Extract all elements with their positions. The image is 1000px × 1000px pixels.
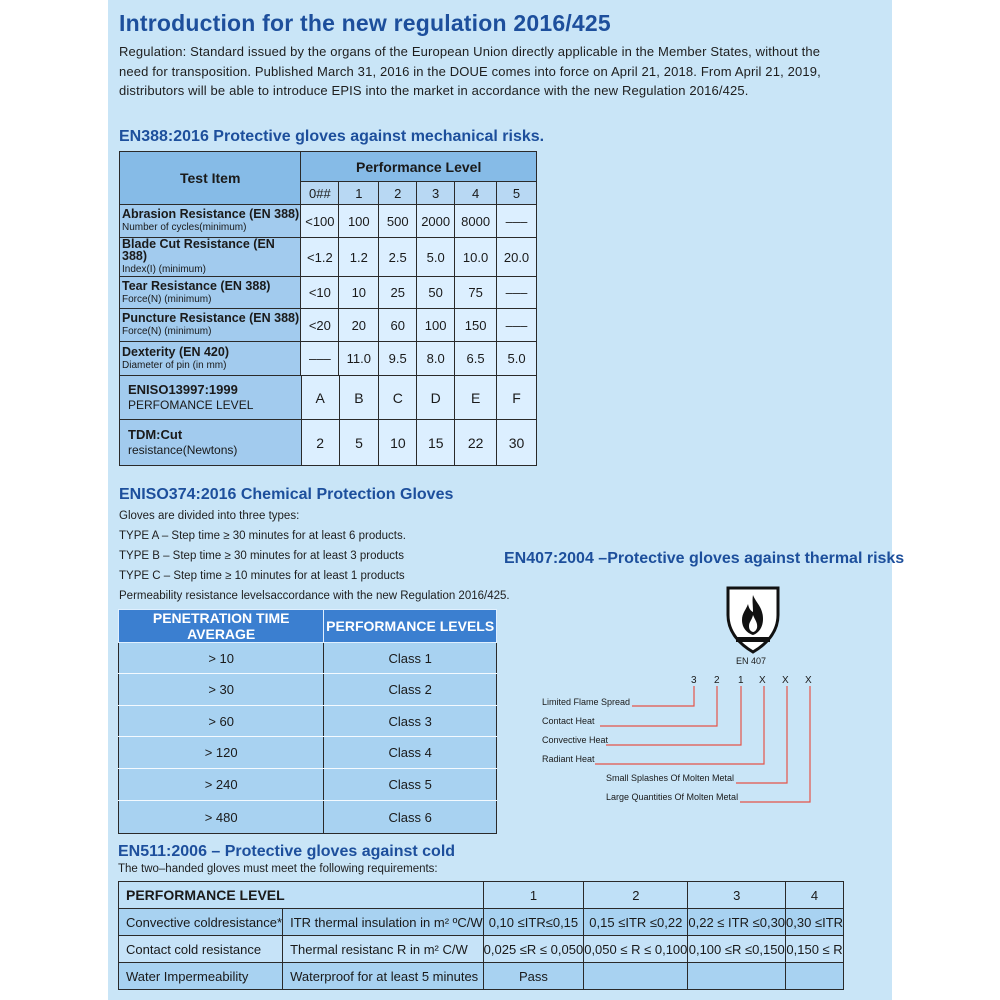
- iso374-line: Gloves are divided into three types:: [119, 510, 300, 522]
- table-cell: –––: [497, 309, 537, 342]
- intro-paragraph: Regulation: Standard issued by the organs of the European Union directly applicable in the Member States, without the need for transposition. Published March 31, 2016 in the DOUE comes into force on April 21, 2018. From April 21, 2019, distributors will be able to introduce EPIS into the market in accordance with the new Regulation 2016/425.: [119, 44, 821, 98]
- table-cell: > 10: [119, 643, 324, 674]
- en407-label: Small Splashes Of Molten Metal: [606, 773, 735, 783]
- table-cell: C: [379, 376, 417, 420]
- table-row: [119, 674, 497, 706]
- table-cell: Waterproof for at least 5 minutes: [283, 963, 484, 990]
- table-cell: [786, 963, 844, 990]
- table-cell: 5.0: [417, 238, 455, 277]
- table-cell: 8.0: [417, 342, 455, 376]
- table-cell: F: [497, 376, 537, 420]
- table-cell: 60: [379, 309, 417, 342]
- table-cell: <20: [301, 309, 339, 342]
- table-cell: > 240: [119, 769, 324, 801]
- table-row: [120, 238, 537, 277]
- table-cell: ITR thermal insulation in m² ºC/W: [283, 909, 484, 936]
- table-cell: <1.2: [301, 238, 339, 277]
- level-header: 3: [688, 882, 786, 909]
- row-label: Dexterity (EN 420) Diameter of pin (in mm): [120, 342, 301, 376]
- table-cell: [584, 963, 688, 990]
- table-row: [119, 769, 497, 801]
- table-cell: 10: [379, 420, 417, 466]
- table-row: [119, 963, 844, 990]
- table-row: [119, 882, 844, 909]
- table-cell: 25: [379, 277, 417, 309]
- table-cell: 150: [455, 309, 497, 342]
- en407-label: Convective Heat: [542, 735, 609, 745]
- level-header: 1: [339, 182, 379, 205]
- page-title: Introduction for the new regulation 2016/425: [119, 10, 611, 36]
- connector-line: [736, 686, 787, 783]
- table-cell: 6.5: [455, 342, 497, 376]
- row-label: Blade Cut Resistance (EN 388) Index(I) (minimum): [120, 238, 301, 277]
- en407-label: Large Quantities Of Molten Metal: [606, 792, 739, 802]
- table-cell: 0,10 ≤ITR≤0,15: [483, 909, 584, 936]
- table-cell: 1.2: [339, 238, 379, 277]
- table-cell: Class 1: [324, 643, 497, 674]
- iso374-heading: ENISO374:2016 Chemical Protection Gloves: [119, 486, 454, 503]
- table-cell: 5: [339, 420, 379, 466]
- iso374-line: TYPE B – Step time ≥ 30 minutes for at least 3 products: [119, 550, 405, 562]
- table-cell: 75: [455, 277, 497, 309]
- table-cell: 100: [417, 309, 455, 342]
- table-cell: –––: [301, 342, 339, 376]
- performance-level-header: Performance Level: [301, 152, 537, 182]
- level-header: 1: [483, 882, 584, 909]
- row-label: Water Impermeability: [119, 963, 283, 990]
- table-cell: Class 6: [324, 801, 497, 834]
- table-cell: Pass: [483, 963, 584, 990]
- table-cell: 100: [339, 205, 379, 238]
- table-cell: 20: [339, 309, 379, 342]
- en407-digit: X: [782, 675, 789, 686]
- level-header: 2: [379, 182, 417, 205]
- level-header: 0##: [301, 182, 339, 205]
- table-cell: 50: [417, 277, 455, 309]
- test-item-header: Test Item: [120, 152, 301, 205]
- table-row: [120, 342, 537, 376]
- table-row: [119, 737, 497, 769]
- table-row: [120, 309, 537, 342]
- table-cell: 9.5: [379, 342, 417, 376]
- table-row: [120, 376, 537, 420]
- en407-label: Radiant Heat: [542, 754, 595, 764]
- table-cell: Class 4: [324, 737, 497, 769]
- table-row: [119, 909, 844, 936]
- table-cell: > 30: [119, 674, 324, 706]
- en407-label: Limited Flame Spread: [542, 697, 631, 707]
- table-cell: 20.0: [497, 238, 537, 277]
- table-row: [120, 420, 537, 466]
- table-row: [119, 936, 844, 963]
- table-cell: 10: [339, 277, 379, 309]
- table-cell: 15: [417, 420, 455, 466]
- column-header: PERFORMANCE LEVEL: [119, 882, 484, 909]
- connector-line: [606, 686, 741, 745]
- level-header: 4: [786, 882, 844, 909]
- column-header: PENETRATION TIME AVERAGE: [119, 610, 324, 643]
- table-cell: 500: [379, 205, 417, 238]
- en407-icon-label: EN 407: [736, 656, 767, 666]
- connector-line: [740, 686, 810, 802]
- table-cell: 22: [455, 420, 497, 466]
- row-label: Tear Resistance (EN 388) Force(N) (minimum): [120, 277, 301, 309]
- en407-digit: X: [759, 675, 766, 686]
- table-cell: 30: [497, 420, 537, 466]
- table-cell: 8000: [455, 205, 497, 238]
- table-cell: 11.0: [339, 342, 379, 376]
- table-row: [120, 205, 537, 238]
- connector-line: [632, 686, 694, 706]
- table-cell: E: [455, 376, 497, 420]
- table-cell: 2000: [417, 205, 455, 238]
- table-row: [119, 801, 497, 834]
- table-cell: <100: [301, 205, 339, 238]
- penetration-table: [118, 609, 497, 834]
- en407-digit: X: [805, 675, 812, 686]
- table-cell: 2: [301, 420, 339, 466]
- table-cell: Class 3: [324, 706, 497, 737]
- table-cell: 0,15 ≤ITR ≤0,22: [584, 909, 688, 936]
- en407-heading: EN407:2004 –Protective gloves against thermal risks: [504, 550, 905, 567]
- en511-table: [118, 881, 844, 990]
- table-cell: 0,025 ≤R ≤ 0,050: [483, 936, 584, 963]
- level-header: 4: [455, 182, 497, 205]
- table-cell: 0,050 ≤ R ≤ 0,100: [584, 936, 688, 963]
- table-row: [119, 706, 497, 737]
- table-cell: 0,30 ≤ITR: [786, 909, 844, 936]
- row-label: ENISO13997:1999 PERFOMANCE LEVEL: [120, 376, 302, 420]
- table-cell: > 120: [119, 737, 324, 769]
- iso374-line: Permeability resistance levelsaccordance with the new Regulation 2016/425.: [119, 590, 510, 602]
- row-label: TDM:Cut resistance(Newtons): [120, 420, 302, 466]
- table-cell: A: [301, 376, 339, 420]
- en407-label: Contact Heat: [542, 716, 595, 726]
- en407-digit: 2: [714, 675, 720, 686]
- table-cell: 5.0: [497, 342, 537, 376]
- table-cell: 2.5: [379, 238, 417, 277]
- row-label: Abrasion Resistance (EN 388) Number of cycles(minimum): [120, 205, 301, 238]
- table-cell: –––: [497, 277, 537, 309]
- en388-heading: EN388:2016 Protective gloves against mechanical risks.: [119, 128, 545, 145]
- en511-subheading: The two–handed gloves must meet the following requirements:: [118, 863, 438, 875]
- table-cell: Class 2: [324, 674, 497, 706]
- table-cell: > 480: [119, 801, 324, 834]
- level-header: 2: [584, 882, 688, 909]
- table-cell: 0,22 ≤ ITR ≤0,30: [688, 909, 786, 936]
- flame-shield-icon: [725, 585, 781, 655]
- en388-table: [119, 151, 537, 376]
- table-row: [120, 277, 537, 309]
- en407-digit: 3: [691, 675, 697, 686]
- table-cell: > 60: [119, 706, 324, 737]
- table-cell: –––: [497, 205, 537, 238]
- table-cell: D: [417, 376, 455, 420]
- table-cell: 0,150 ≤ R: [786, 936, 844, 963]
- table-cell: Thermal resistanc R in m² C/W: [283, 936, 484, 963]
- en511-heading: EN511:2006 – Protective gloves against cold: [118, 843, 456, 860]
- iso374-line: TYPE A – Step time ≥ 30 minutes for at least 6 products.: [119, 530, 406, 542]
- row-label: Convective coldresistance*: [119, 909, 283, 936]
- row-label: Puncture Resistance (EN 388) Force(N) (minimum): [120, 309, 301, 342]
- table-cell: 10.0: [455, 238, 497, 277]
- table-row: [119, 643, 497, 674]
- iso13997-table: [119, 375, 537, 466]
- table-cell: B: [339, 376, 379, 420]
- en407-digit: 1: [738, 675, 744, 686]
- column-header: PERFORMANCE LEVELS: [324, 610, 497, 643]
- level-header: 3: [417, 182, 455, 205]
- iso374-line: TYPE C – Step time ≥ 10 minutes for at least 1 products: [119, 570, 405, 582]
- table-cell: [688, 963, 786, 990]
- level-header: 5: [497, 182, 537, 205]
- table-cell: Class 5: [324, 769, 497, 801]
- table-cell: 0,100 ≤R ≤0,150: [688, 936, 786, 963]
- table-cell: <10: [301, 277, 339, 309]
- row-label: Contact cold resistance: [119, 936, 283, 963]
